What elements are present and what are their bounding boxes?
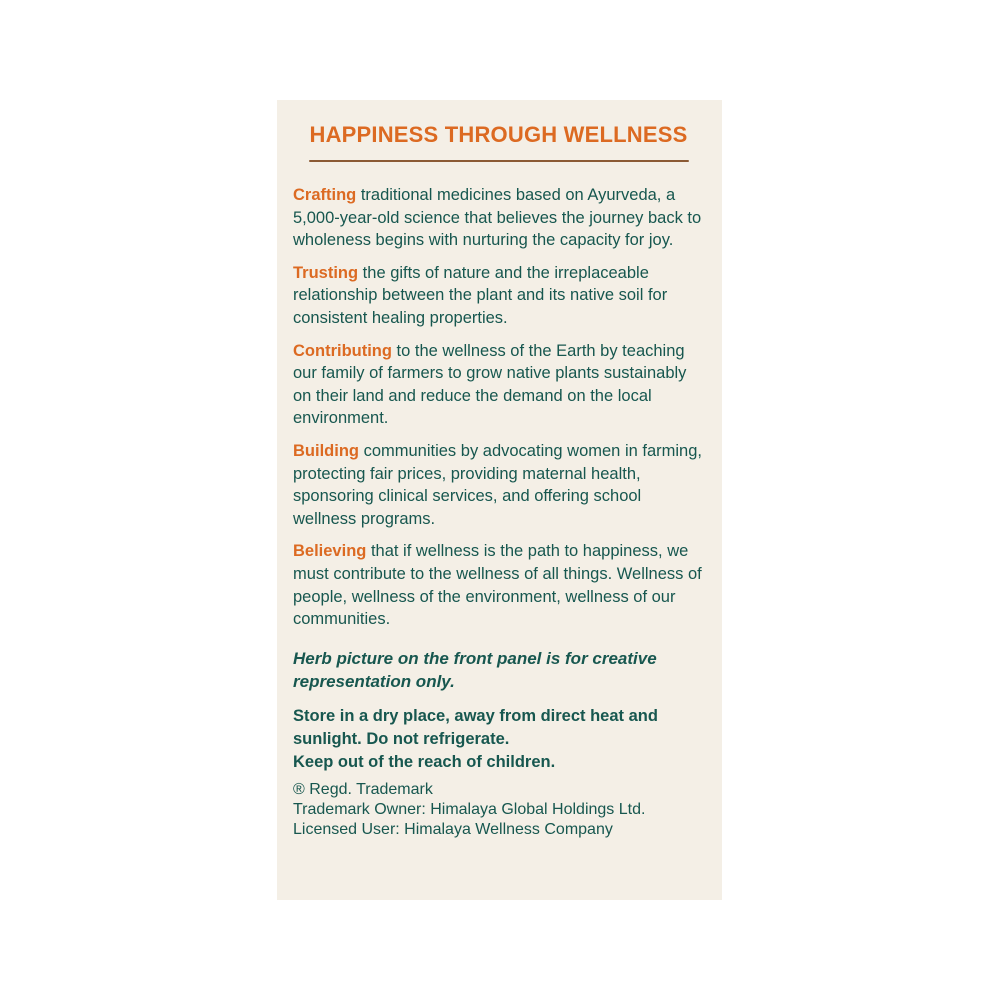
paragraph-text: communities by advocating women in farming, protecting fair prices, providing maternal health, sponsoring clinical services, and offering school wellness programs.: [293, 441, 702, 528]
page-title: HAPPINESS THROUGH WELLNESS: [309, 122, 688, 147]
paragraph-contributing: [293, 340, 704, 430]
trademark-notice: ® Regd. Trademark: [293, 780, 433, 798]
paragraph-lead: Crafting: [293, 186, 357, 204]
paragraph-lead: Building: [293, 441, 359, 460]
title-divider: [309, 160, 689, 162]
storage-line: Store in a dry place, away from direct heat and sunlight. Do not refrigerate.: [293, 706, 658, 748]
paragraph-lead: Believing: [293, 542, 367, 561]
paragraph-lead: Contributing: [293, 341, 392, 360]
paragraph-text: that if wellness is the path to happiness, we must contribute to the wellness of all things. Wellness of people, wellness of the environment, wellness of our communities.: [293, 542, 702, 629]
legal-info: [293, 780, 704, 840]
paragraph-trusting: [293, 262, 704, 330]
storage-instructions: [293, 705, 704, 774]
licensed-user: Licensed User: Himalaya Wellness Company: [293, 820, 613, 838]
herb-picture-note: Herb picture on the front panel is for creative representation only.: [293, 648, 657, 691]
paragraph-crafting: [293, 184, 704, 252]
trademark-owner: Trademark Owner: Himalaya Global Holdings Ltd.: [293, 800, 646, 818]
label-panel: [277, 100, 722, 900]
paragraph-building: [293, 440, 704, 530]
paragraph-lead: Trusting: [293, 263, 359, 282]
paragraph-text: to the wellness of the Earth by teaching our family of farmers to grow native plants sustainably on their land and reduce the demand on the local environment.: [293, 341, 687, 428]
paragraph-text: the gifts of nature and the irreplaceable relationship between the plant and its native soil for consistent healing properties.: [293, 263, 668, 327]
children-warning: Keep out of the reach of children.: [293, 752, 556, 771]
paragraph-text: traditional medicines based on Ayurveda, a 5,000-year-old science that believes the journey back to wholeness begins with nurturing the capacity for joy.: [293, 186, 702, 250]
paragraph-believing: [293, 540, 704, 630]
